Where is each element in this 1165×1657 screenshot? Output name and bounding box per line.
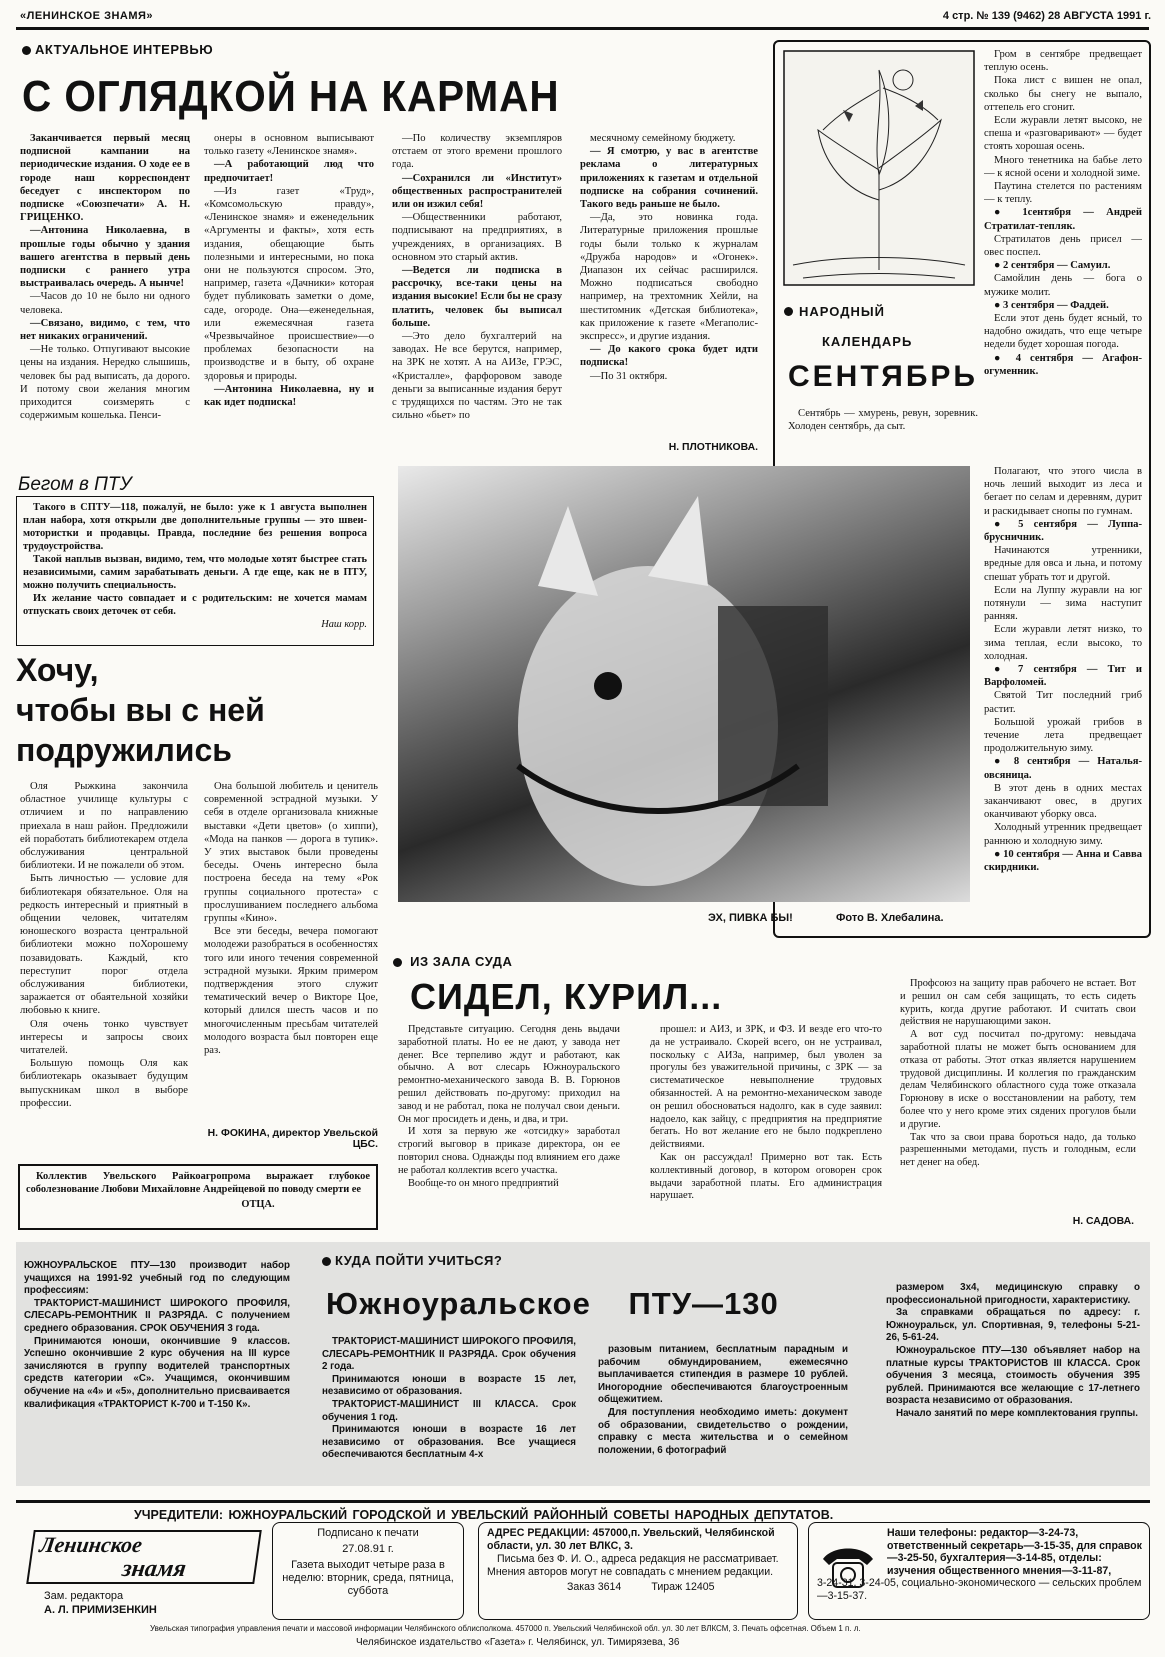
paragraph: Большой урожай грибов в течение лета предвещает продолжительную зиму. bbox=[984, 716, 1142, 755]
paragraph: ЮЖНОУРАЛЬСКОЕ ПТУ—130 производит набор учащихся на 1991-92 учебный год по следующим профессиям: bbox=[24, 1260, 290, 1297]
court-col-1 bbox=[398, 1024, 620, 1228]
paragraph: Много тенетника на бабье лето — к ясной осени и холодной зиме. bbox=[984, 154, 1142, 179]
paragraph: Все эти беседы, вечера помогают молодежи разобраться в особенностях того или иного течения современной эстрадной музыки. Ярким примером подтверждения этого служит тематический вечер о Викторе Цое, который длился шесть часов и по многочисленным пресьбам читателей молодого возраста был повторен еще раз. bbox=[204, 926, 378, 1057]
paragraph: Так что за свои права бороться надо, да только разрешенными методами, пусть и голодным, если нет денег на обед. bbox=[900, 1131, 1136, 1169]
footer-signed-date: 27.08.91 г. bbox=[342, 1543, 394, 1555]
paragraph: Принимаются юноши в возрасте 16 лет независимо от образования. Все учащиеся обеспечиваются бесплатным 4-х bbox=[322, 1424, 576, 1461]
paragraph: разовым питанием, бесплатным парадным и рабочим обмундированием, ежемесячно выплачивается стипендия в размере 10 рублей. Иногородние обеспечиваются благоустроенным общежитием. bbox=[598, 1344, 848, 1406]
footer-letters: Письма без Ф. И. О., адреса редакция не рассматривает. Мнения авторов могут не совпадать с мнением редакции. bbox=[487, 1553, 779, 1578]
library-col-2 bbox=[204, 780, 378, 1120]
footer-signed-box bbox=[272, 1522, 464, 1620]
paragraph: Полагают, что этого числа в ночь леший выходит из леса и бегает по селам и деревням, дурит и раскидывает снопы по гумнам. bbox=[984, 466, 1142, 517]
paragraph: Коллектив Увельского Райкоагропрома выражает глубокое соболезнование Любови Михайловне Андрейцевой по поводу смерти ее bbox=[26, 1171, 370, 1195]
calendar-text-bottom bbox=[984, 465, 1142, 931]
ad-mid-2 bbox=[598, 1344, 848, 1480]
court-col-3 bbox=[900, 978, 1136, 1214]
interview-signature: Н. ПЛОТНИКОВА. bbox=[668, 442, 758, 453]
paragraph: онеры в основном выписывают только газету «Ленинское знамя». bbox=[204, 133, 374, 158]
paragraph: —По количеству экземпляров отстаем от этого времени прошлого года. bbox=[392, 133, 562, 171]
paragraph: Как он рассуждал! Примерно вот так. Есть коллективный договор, в котором оговорен срок выдачи заработной платы. Его администрация нарушает. bbox=[650, 1151, 882, 1202]
paragraph: ● 2 сентября — Самуил. bbox=[994, 260, 1111, 272]
paragraph: —Связано, видимо, с тем, что нет никаких ограничений. bbox=[20, 317, 190, 343]
paragraph: Большую помощь Оля как библиотекарь оказывает будущим выпускникам школ в выборе профессии. bbox=[20, 1058, 188, 1109]
paragraph: ● 5 сентября — Луппа-брусничник. bbox=[984, 518, 1142, 544]
paragraph: Пока лист с вишен не опал, сколько бы снегу не выпало, оттепель его сгонит. bbox=[984, 75, 1142, 113]
court-rubric-text: ИЗ ЗАЛА СУДА bbox=[410, 954, 513, 969]
masthead-issue: 4 стр. № 139 (9462) 28 АВГУСТА 1991 г. bbox=[942, 10, 1151, 22]
interview-col-2 bbox=[204, 132, 374, 457]
footer-logo bbox=[26, 1530, 262, 1584]
paragraph: —Сохранился ли «Институт» общественных распространителей или он изжил себя! bbox=[392, 172, 562, 211]
library-col-1 bbox=[20, 780, 188, 1156]
paragraph: —Антонина Николаевна, ну и как идет подписка! bbox=[204, 383, 374, 409]
calendar-text-top bbox=[984, 48, 1142, 463]
paragraph: Сентябрь — хмурень, ревун, зоревник. Холоден сентябрь, да сыт. bbox=[788, 408, 978, 433]
paragraph: —Не только. Отпугивают высокие цены на издания. Нередко слышишь, человек бы рад выписать, да дорого. И потому свои желания многим приходится соизмерять с содержимым кошелька. Пенси- bbox=[20, 344, 190, 422]
paragraph: ● 10 сентября — Анна и Савва скирдники. bbox=[984, 848, 1142, 874]
library-signature: Н. ФОКИНА, директор Увельской ЦБС. bbox=[207, 1128, 378, 1150]
paragraph: ТРАКТОРИСТ-МАШИНИСТ III КЛАССА. Срок обучения 1 год. bbox=[322, 1398, 576, 1423]
paragraph: Начинаются утренники, вредные для овса и льна, и потому спешат убрать тот и другой. bbox=[984, 545, 1142, 583]
calendar-illustration bbox=[783, 50, 975, 286]
paragraph: И хотя за первую же «отсидку» заработал строгий выговор в приказе директора, он ее повторил снова. Однажды под влиянием его даже не работал коллектив всего участка. bbox=[398, 1126, 620, 1176]
footer-schedule: Газета выходит четыре раза в неделю: вторник, среда, пятница, суббота bbox=[282, 1559, 454, 1597]
interview-col-3 bbox=[392, 132, 562, 457]
footer-signed-label: Подписано к печати bbox=[317, 1527, 419, 1539]
interview-headline: С ОГЛЯДКОЙ НА КАРМАН bbox=[22, 72, 560, 121]
condolence-signature: ОТЦА. bbox=[241, 1199, 275, 1210]
paragraph: Если журавли летят низко, то зима теплая, если высоко, то холодная. bbox=[984, 624, 1142, 662]
court-headline: СИДЕЛ, КУРИЛ... bbox=[410, 976, 723, 1017]
paragraph: Принимаются юноши, окончившие 9 классов. Успешно окончившие 2 курс обучения на III курсе зачисляются в группу водителей транспортных средств категории «С». Учащимся, окончившим обучение на «4» и «5», дополнительно присваивается квалификация «ТРАКТОРИСТ К-700 и Т-150 К». bbox=[24, 1335, 290, 1410]
ptu-note-signature: Наш корр. bbox=[321, 619, 367, 630]
paragraph: —Общественники работают, подписывают на предприятиях, в учреждениях, в организациях. В основном это старый актив. bbox=[392, 212, 562, 263]
paragraph: Принимаются юноши в возрасте 15 лет, независимо от образования. bbox=[322, 1373, 576, 1398]
ad-rubric bbox=[322, 1253, 502, 1268]
footer-founders: УЧРЕДИТЕЛИ: ЮЖНОУРАЛЬСКИЙ ГОРОДСКОЙ И УВЕЛЬСКИЙ РАЙОННЫЙ СОВЕТЫ НАРОДНЫХ ДЕПУТАТОВ. bbox=[134, 1508, 834, 1522]
footer-logo-line-1: Ленинское bbox=[38, 1532, 144, 1557]
interview-col-1 bbox=[20, 132, 190, 457]
paragraph: —Из газет «Труд», «Комсомольскую правду», «Ленинское знамя» и еженедельник «Аргументы и факты», хотя есть издания, обещающие быть полезными и интересными, но пока они не пользуются спросом. Это, например, газета «Дачники» которая будет публиковать заметки о доме, саде, огороде. Она—еженедельная, или ежемесячная газета «Чрезвычайное происшествие»—о проблемах безопасности на производстве и в быту, об охране здоровья и природы. bbox=[204, 185, 374, 382]
footer-phones-2: 3-24-31, 3-24-05, социально-экономического — сельских проблем—3-15-37. bbox=[817, 1577, 1142, 1602]
paragraph: месячному семейному бюджету. bbox=[590, 133, 736, 144]
paragraph: Холодный утренник предвещает раннюю и холодную зиму. bbox=[984, 822, 1142, 847]
paragraph: прошел: и АИЗ, и ЗРК, и ФЗ. И везде его что-то да не устраивало. Скорей всего, он не устраивал, поскольку с АИЗа, например, был уволен за прогулы без уважительной причины, с ЗРК — за систематическое невыполнение трудовых обязанностей. А на ремонтно-механическом заводе он решил обосноваться надолго, как в суде заявил: надоело, как зайцу, с предприятия на предприятие бегать. Но вот желание его не было подкреплено действиями. bbox=[650, 1024, 882, 1151]
library-headline-2: чтобы вы с ней bbox=[16, 692, 265, 728]
paragraph: —По 31 октября. bbox=[590, 370, 668, 382]
ptu-note-box bbox=[16, 496, 374, 646]
paragraph: Южноуральское ПТУ—130 объявляет набор на платные курсы ТРАКТОРИСТОВ III КЛАССА. Срок обучения 3 месяца, стоимость обучения 395 рублей. Принимаются все желающие с 17-летнего возраста независимо от образования. bbox=[886, 1344, 1140, 1407]
footer-phones: Наши телефоны: редактор—3-24-73, ответственный секретарь—3-15-35, для справок—3-25-50, бухгалтерия—3-14-85, отделы: изучения общественного мнения—3-11-87, bbox=[887, 1527, 1142, 1577]
paragraph: Оля Рыжкина закончила областное училище культуры с отличием и по направлению приехала в наш район. Предложили ей поработать библиотекарем отдела обслуживания центральной библиотеки. И не пожалели об этом. bbox=[20, 781, 188, 872]
paragraph: Для поступления необходимо иметь: документ об образовании, свидетельство о рождении, справку с места жительства и о семейном положении, 6 фотографий bbox=[598, 1406, 848, 1456]
ad-rubric-text: КУДА ПОЙТИ УЧИТЬСЯ? bbox=[335, 1253, 503, 1268]
paragraph: Оля очень тонко чувствует интересы и запросы своих читателей. bbox=[20, 1018, 188, 1057]
ad-headline: Южноуральское ПТУ—130 bbox=[326, 1286, 779, 1321]
paragraph: ● 3 сентября — Фаддей. bbox=[994, 299, 1109, 311]
calendar-rubric2: КАЛЕНДАРЬ bbox=[822, 334, 913, 349]
footer-order: Заказ 3614 bbox=[567, 1581, 622, 1593]
paragraph: Начало занятий по мере комплектования группы. bbox=[896, 1407, 1138, 1419]
paragraph: ● 4 сентября — Агафон-огуменник. bbox=[984, 352, 1142, 377]
footer-logo-line-2: знамя bbox=[120, 1556, 188, 1582]
horse-photo bbox=[398, 466, 970, 902]
masthead-paper-name: «ЛЕНИНСКОЕ ЗНАМЯ» bbox=[20, 10, 154, 22]
footer-rule-top bbox=[16, 1500, 1150, 1503]
footer-print-run: Тираж 12405 bbox=[651, 1581, 715, 1593]
paragraph: Самойлин день — бога о мужике молит. bbox=[984, 273, 1142, 298]
paragraph: ● 7 сентября — Тит и Варфоломей. bbox=[984, 664, 1142, 689]
paragraph: Паутина стелется по растениям — к теплу. bbox=[984, 181, 1142, 206]
paragraph: ● 8 сентября — Наталья-овсяница. bbox=[984, 756, 1142, 781]
bullet-icon bbox=[322, 1257, 331, 1266]
ad-right bbox=[886, 1282, 1140, 1480]
footer-address: АДРЕС РЕДАКЦИИ: 457000,п. Увельский, Челябинской области, ул. 30 лет ВЛКС, 3. bbox=[487, 1527, 775, 1552]
paragraph: За справками обращаться по адресу: г. Южноуральск, ул. Спортивная, 9, телефоны 5-21-26, 5-61-24. bbox=[886, 1307, 1140, 1344]
court-signature: Н. САДОВА. bbox=[1072, 1216, 1134, 1227]
paragraph: Заканчивается первый месяц подписной кампании на периодические издания. О ходе ее в городе наш корреспондент беседует с инспектором по подписке «Союзпечати» А. Н. ГРИЦЕНКО. bbox=[20, 133, 190, 224]
footer-order-line bbox=[487, 1581, 789, 1594]
court-rubric bbox=[393, 954, 512, 969]
footer-printer: Увельская типография управления печати и массовой информации Челябинского облисполкома. 457000 п. Увельский Челябинской обл. ул. 30 лет ВЛКСМ, 3. Печать офсетная. Объем 1 п. л. bbox=[150, 1624, 861, 1633]
paragraph: ТРАКТОРИСТ-МАШИНИСТ ШИРОКОГО ПРОФИЛЯ, СЛЕСАРЬ-РЕМОНТНИК II РАЗРЯДА. С получением среднего образования. СРОК ОБУЧЕНИЯ 3 года. bbox=[24, 1297, 290, 1334]
paragraph: —Ведется ли подписка в рассрочку, все-таки цены на издания высокие! Если бы не сразу платить, человек бы выписал больше. bbox=[392, 265, 562, 329]
paragraph: размером 3х4, медицинскую справку о профессиональной пригодности, характеристику. bbox=[886, 1282, 1140, 1306]
bullet-icon bbox=[784, 307, 793, 316]
paragraph: ТРАКТОРИСТ-МАШИНИСТ ШИРОКОГО ПРОФИЛЯ, СЛЕСАРЬ-РЕМОНТНИК II РАЗРЯДА. Срок обучения 2 года. bbox=[322, 1336, 576, 1373]
interview-rubric bbox=[22, 42, 213, 57]
paragraph: Профсоюз на защиту прав рабочего не встает. Вот и решил он сам себя защищать, то есть сидеть курить, когда другие работают. И считать свои действия не нарушающими закон. bbox=[900, 978, 1136, 1028]
interview-rubric-text: АКТУАЛЬНОЕ ИНТЕРВЬЮ bbox=[35, 42, 214, 57]
paragraph: Такой наплыв вызван, видимо, тем, что молодые хотят быстрее стать независимыми, самим зарабатывать деньги. А где еще, как не в ПТУ, можно получить специальность. bbox=[23, 554, 367, 591]
paragraph: Такого в СПТУ—118, пожалуй, не было: уже к 1 августа выполнен план набора, хотя открыли две дополнительные группы — это швеи-мотористки и продавцы. Правда, последние без решения вопроса трудоустройства. bbox=[23, 502, 367, 552]
paragraph: Если на Луппу журавли на юг потянули — зима наступит ранняя. bbox=[984, 584, 1142, 623]
bullet-icon bbox=[393, 958, 402, 967]
paragraph: А вот суд посчитал по-другому: невыдача заработной платы не может быть основанием для отказа от работы. Этот отказ является нарушением трудовой дисциплины. И коллегия по гражданским делам Челябинского областного суда тоже отказала Горюнову в иске о восстановлении на работу, тем более что у него кроме этих сядених прогулов были и другие. bbox=[900, 1029, 1136, 1130]
footer-editor-name: А. Л. ПРИМИЗЕНКИН bbox=[44, 1604, 157, 1616]
paragraph: Представьте ситуацию. Сегодня день выдачи заработной платы. Но ее не дают, у завода нет денег. Все терпеливо ждут и работают, как обычно. А вот слесарь Южноуральского ремонтно-механического завода В. В. Горюнов решил действовать по-другому: приходил на завод и не работал, пока не получал свои деньги. Он мог просидеть и день, и два, и три. bbox=[398, 1024, 620, 1125]
ptu-rubric: Бегом в ПТУ bbox=[18, 474, 132, 495]
ad-mid-1 bbox=[322, 1336, 576, 1480]
paragraph: Если журавли летят высоко, не спеша и «разговаривают» — будет стоять хорошая осень. bbox=[984, 115, 1142, 153]
paragraph: Быть личностью — условие для библиотекаря обязательное. Оля на редкость интересный и приятный в общении человек, читателям юношеского возраста центральной библиотеки можно поХорошему позавидовать. Каждый, кто переступит порог отдела обслуживания библиотеки, заражается от обаятельной хозяйки любовью к книге. bbox=[20, 873, 188, 1017]
interview-col-4 bbox=[580, 132, 758, 432]
paragraph: —Антонина Николаевна, в прошлые годы обычно у здания вашего агентства в первый день подписки с раннего утра выстраивалась очередь. А нынче! bbox=[20, 225, 190, 290]
paragraph: Гром в сентябре предвещает теплую осень. bbox=[984, 49, 1142, 74]
library-headline-1: Хочу, bbox=[16, 652, 99, 688]
horse-icon bbox=[398, 466, 970, 902]
paragraph: Стратилатов день присел — овес поспел. bbox=[984, 233, 1142, 259]
paragraph: Она большой любитель и ценитель современной эстрадной музыки. У себя в отделе организовала книжные выставки «Дети цветов» (о хиппи), «Мода на панков — дорога в тупик». У этих выставок были проведены беседы. Очень интересно была построена беседа на тему «Рок группы социального протеста» с прослушиванием последнего альбома группы «Кино». bbox=[204, 781, 378, 925]
condolence-box bbox=[18, 1164, 378, 1230]
footer-publisher: Челябинское издательство «Газета» г. Челябинск, ул. Тимирязева, 36 bbox=[356, 1637, 680, 1648]
calendar-rubric-text: НАРОДНЫЙ bbox=[799, 304, 885, 319]
calendar-intro bbox=[788, 407, 978, 459]
paragraph: Их желание часто совпадает и с родительским: не хочется мамам отпускать своих деточек от себя. bbox=[23, 593, 367, 617]
masthead-rule bbox=[16, 27, 1149, 30]
paragraph: Вообще-то он много предприятий bbox=[408, 1177, 559, 1189]
footer-editor-label: Зам. редактора bbox=[44, 1590, 124, 1602]
paragraph: Если этот день будет ясный, то надобно ожидать, что еще четыре недели будет хорошая погода. bbox=[984, 313, 1142, 351]
paragraph: —Часов до 10 не было ни одного человека. bbox=[20, 291, 190, 316]
paragraph: — Я смотрю, у вас в агентстве реклама о литературных приложениях к газетам и отдельной подписке на собрания сочинений. Такого ведь раньше не было. bbox=[580, 146, 758, 211]
footer-phones-box bbox=[808, 1522, 1150, 1620]
ad-left bbox=[24, 1260, 290, 1480]
paragraph: — До какого срока будет идти подписка! bbox=[580, 344, 758, 369]
bullet-icon bbox=[22, 46, 31, 55]
library-headline-3: подружились bbox=[16, 732, 232, 768]
paragraph: Святой Тит последний гриб растит. bbox=[984, 690, 1142, 715]
footer-address-box bbox=[478, 1522, 798, 1620]
paragraph: —А работающий люд что предпочитает! bbox=[204, 159, 374, 184]
telephone-icon bbox=[819, 1541, 877, 1591]
paragraph: ● 1сентября — Андрей Стратилат-тепляк. bbox=[984, 207, 1142, 232]
paragraph: —Да, это новинка года. Литературные приложения прошлые годы были только к журналам «Дружба народов» и «Огонек». Диапазон их сейчас расширился. Можно подписаться свободно например, на трехтомник Хейли, на шеститомник «Детская библиотека», как приложение к газете «Мегаполис-экспресс», и другие издания. bbox=[580, 212, 758, 343]
court-col-2 bbox=[650, 1024, 882, 1228]
calendar-rubric bbox=[784, 304, 885, 319]
photo-credit: Фото В. Хлебалина. bbox=[836, 912, 944, 924]
paragraph: —Это дело бухгалтерий на заводах. Не все берутся, например, на ЗРК не хотят. А на АИЗе, ГРЭС, «Кристалле», фарфоровом заводе деньги за выписанные издания берут с трудящихся по частям. Это не так сильно «бьет» по bbox=[392, 331, 562, 422]
paragraph: В этот день в одних местах заканчивают овес, в других оканчивают уборку овса. bbox=[984, 782, 1142, 821]
photo-caption: ЭХ, ПИВКА БЫ! bbox=[708, 912, 793, 924]
calendar-month: СЕНТЯБРЬ bbox=[788, 360, 978, 393]
